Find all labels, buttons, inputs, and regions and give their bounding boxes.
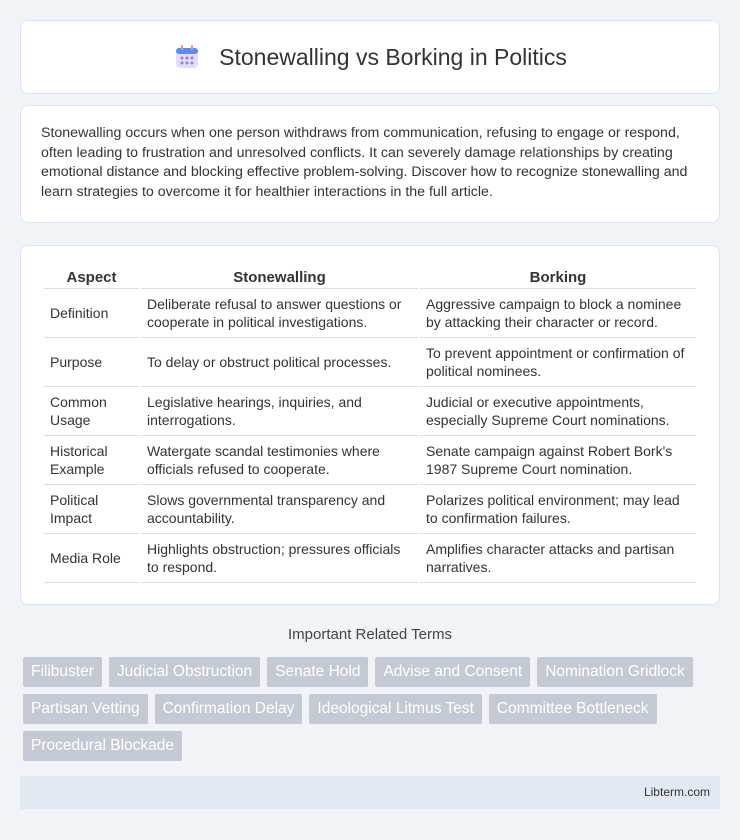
table-row (44, 387, 696, 436)
related-term-tag[interactable]: Ideological Litmus Test (309, 694, 482, 724)
table-row (44, 289, 696, 338)
row-borking: Senate campaign against Robert Bork's 1987 Supreme Court nomination. (420, 436, 696, 485)
row-aspect: Historical Example (44, 436, 139, 485)
row-borking: Aggressive campaign to block a nominee by attacking their character or record. (420, 289, 696, 338)
row-stonewalling: Deliberate refusal to answer questions or cooperate in political investigations. (141, 289, 418, 338)
row-borking: Polarizes political environment; may lead to confirmation failures. (420, 485, 696, 534)
row-aspect: Definition (44, 289, 139, 338)
row-borking: Judicial or executive appointments, especially Supreme Court nominations. (420, 387, 696, 436)
comparison-table (42, 264, 698, 583)
page-title: Stonewalling vs Borking in Politics (219, 43, 567, 70)
row-stonewalling: Highlights obstruction; pressures officials to respond. (141, 534, 418, 583)
header-borking: Borking (420, 264, 696, 289)
row-stonewalling: Watergate scandal testimonies where officials refused to cooperate. (141, 436, 418, 485)
footer (20, 776, 720, 809)
related-terms-list (23, 657, 723, 761)
related-term-tag[interactable]: Procedural Blockade (23, 731, 182, 761)
row-stonewalling: Legislative hearings, inquiries, and interrogations. (141, 387, 418, 436)
row-aspect: Common Usage (44, 387, 139, 436)
table-row (44, 338, 696, 387)
row-borking: Amplifies character attacks and partisan narratives. (420, 534, 696, 583)
table-row (44, 534, 696, 583)
footer-site-link[interactable]: Libterm.com (643, 785, 710, 799)
related-term-tag[interactable]: Advise and Consent (375, 657, 530, 687)
comparison-section (20, 245, 720, 605)
related-term-tag[interactable]: Committee Bottleneck (489, 694, 657, 724)
related-term-tag[interactable]: Nomination Gridlock (537, 657, 693, 687)
row-stonewalling: To delay or obstruct political processes. (141, 338, 418, 387)
row-aspect: Purpose (44, 338, 139, 387)
page-header (20, 20, 720, 94)
related-term-tag[interactable]: Partisan Vetting (23, 694, 148, 724)
related-term-tag[interactable]: Judicial Obstruction (109, 657, 260, 687)
calendar-icon (173, 43, 201, 71)
header-aspect: Aspect (44, 264, 139, 289)
related-terms-title: Important Related Terms (288, 626, 452, 643)
related-term-tag[interactable]: Confirmation Delay (155, 694, 303, 724)
related-term-tag[interactable]: Filibuster (23, 657, 102, 687)
row-stonewalling: Slows governmental transparency and accountability. (141, 485, 418, 534)
table-row (44, 485, 696, 534)
row-aspect: Media Role (44, 534, 139, 583)
table-row (44, 436, 696, 485)
intro-text: Stonewalling occurs when one person withdraws from communication, refusing to engage or respond, often leading to frustration and unresolved conflicts. It can severely damage relationships by creating emotional distance and blocking effective problem-solving. Discover how to recognize stonewalling and learn strategies to overcome it for healthier interactions in the full article. (41, 125, 688, 200)
table-header-row (44, 264, 696, 289)
intro-section (20, 105, 720, 223)
row-borking: To prevent appointment or confirmation of political nominees. (420, 338, 696, 387)
related-term-tag[interactable]: Senate Hold (267, 657, 368, 687)
row-aspect: Political Impact (44, 485, 139, 534)
header-stonewalling: Stonewalling (141, 264, 418, 289)
